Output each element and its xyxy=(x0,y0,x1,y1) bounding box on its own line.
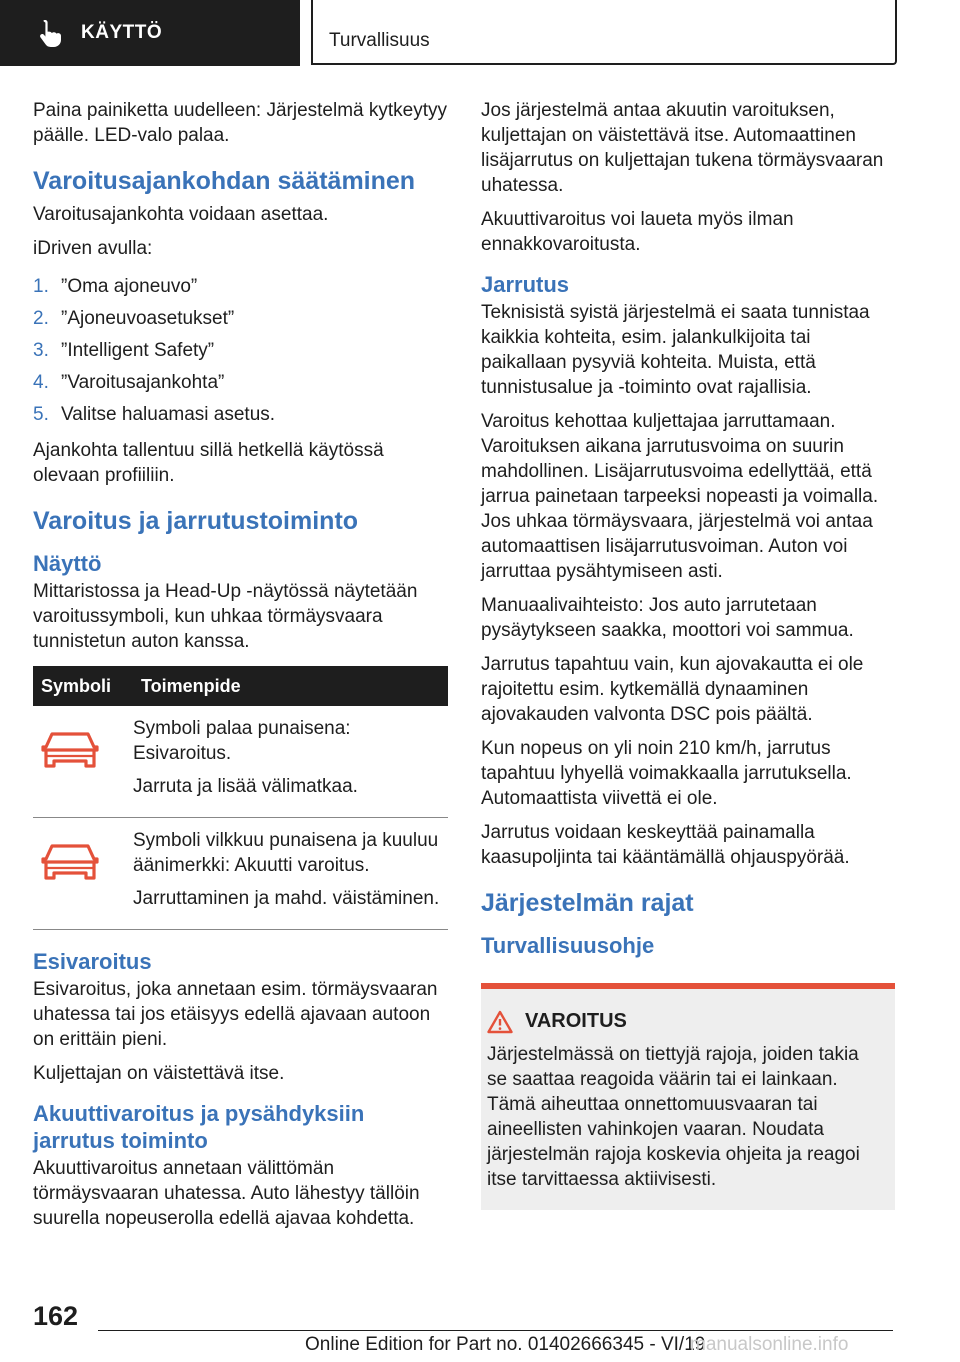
step-text: ”Oma ajoneuvo” xyxy=(61,275,198,297)
right-paragraph-2: Akuuttivaroitus voi laueta myös ilman ennakkovaroitusta. xyxy=(481,209,794,255)
braking-paragraph-1: Teknisistä syistä järjestelmä ei saata tunnistaa kaikkia kohteita, esim. jalankulkijoita tai paikallaan pysyviä kohteita. Muista, että tunnistusalue ja -toiminto ovat rajallisia. xyxy=(481,302,870,398)
warning-box xyxy=(481,983,895,1210)
action-cell xyxy=(133,818,448,930)
list-item xyxy=(33,398,448,430)
heading-warning-braking: Varoitus ja jarrutustoiminto xyxy=(33,507,359,535)
symbol-table xyxy=(33,666,448,930)
braking-paragraph-4: Jarrutus tapahtuu vain, kun ajovakautta ei ole rajoitettu esim. kytkemällä dynaaminen ajovakauden valvonta DSC pois päältä. xyxy=(481,654,864,725)
step-number: 2. xyxy=(33,307,49,329)
step-number: 4. xyxy=(33,371,49,393)
prewarning-paragraph-2: Kuljettajan on väistettävä itse. xyxy=(33,1063,285,1084)
footer-divider xyxy=(98,1330,893,1331)
heading-safety-note: Turvallisuusohje xyxy=(481,933,655,958)
prewarning-paragraph-1: Esivaroitus, joka annetaan esim. törmäysvaaran uhatessa tai jos etäisyys edellä ajavaan autoon on erittäin pieni. xyxy=(33,979,438,1050)
adjust-paragraph-2: iDriven avulla: xyxy=(33,238,153,259)
car-front-icon xyxy=(41,842,99,882)
braking-paragraph-3: Manuaalivaihteisto: Jos auto jarrutetaan pysäytykseen saakka, moottori voi sammua. xyxy=(481,595,854,641)
right-paragraph-1: Jos järjestelmä antaa akuutin varoituksen, kuljettajan on väistettävä itse. Automaattinen lisäjarrutus on kuljettajan tukena törmäysvaaran uhatessa. xyxy=(481,100,884,196)
step-number: 5. xyxy=(33,403,49,425)
column-header-action: Toimenpide xyxy=(133,666,448,706)
action-cell xyxy=(133,706,448,818)
step-text: ”Varoitusajankohta” xyxy=(61,371,225,393)
braking-paragraph-5: Kun nopeus on yli noin 210 km/h, jarrutus tapahtuu lyhyellä voimakkaalla jarrutuksella. Automaattista viivettä ei ole. xyxy=(481,738,852,809)
symbol-cell xyxy=(33,818,133,930)
page-number: 162 xyxy=(33,1301,79,1331)
step-number: 3. xyxy=(33,339,49,361)
heading-adjust-warning-time: Varoitusajankohdan säätäminen xyxy=(33,167,416,195)
step-text: Valitse haluamasi asetus. xyxy=(61,403,276,425)
heading-acute-warning: Akuuttivaroitus ja pysähdyksiin jarrutus toiminto xyxy=(33,1101,365,1153)
warning-triangle-icon xyxy=(487,1010,513,1034)
action-line-1: Symboli palaa punaisena: Esivaroitus. xyxy=(133,718,351,764)
list-item xyxy=(33,334,448,366)
braking-paragraph-2: Varoitus kehottaa kuljettajaa jarruttamaan. Varoituksen aikana jarrutusvoima on suurin mahdollinen. Lisäjarrutusvoima edellyttää, että jarrua painetaan tarpeeksi nopeasti ja voimalla. Jos uhkaa törmäysvaara, järjestelmä voi antaa automaattisen lisäjarrutusvoiman. Auton voi jarruttaa pysähtymiseen asti. xyxy=(481,411,879,582)
list-item xyxy=(33,302,448,334)
left-column xyxy=(33,98,448,1240)
list-item xyxy=(33,270,448,302)
pointing-hand-icon xyxy=(37,18,67,48)
warning-title xyxy=(487,1009,883,1034)
table-row xyxy=(33,706,448,818)
chapter-tab xyxy=(311,0,897,65)
warning-title-text: VAROITUS xyxy=(525,1010,627,1032)
step-text: ”Ajoneuvoasetukset” xyxy=(61,307,235,329)
braking-paragraph-6: Jarrutus voidaan keskeyttää painamalla kaasupoljinta tai kääntämällä ohjauspyörää. xyxy=(481,822,850,868)
display-paragraph: Mittaristossa ja Head-Up -näytössä näytetään varoitussymboli, kun uhkaa törmäysvaara tunnistetun auton kanssa. xyxy=(33,581,418,652)
adjust-paragraph-1: Varoitusajankohta voidaan asettaa. xyxy=(33,204,329,225)
right-column xyxy=(481,98,896,1210)
adjust-paragraph-3: Ajankohta tallentuu sillä hetkellä käytössä olevaan profiiliin. xyxy=(33,440,384,486)
chapter-title: Turvallisuus xyxy=(329,30,430,51)
heading-display: Näyttö xyxy=(33,551,102,576)
action-line-2: Jarruta ja lisää välimatkaa. xyxy=(133,776,358,797)
heading-system-limits: Järjestelmän rajat xyxy=(481,889,694,917)
warning-text: Järjestelmässä on tiettyjä rajoja, joiden takia se saattaa reagoida väärin tai ei lainkaan. Tämä aiheuttaa onnettomuusvaaran tai aineellisten vahinkojen vaaran. Noudata järjestelmän rajoja koskevia ohjeita ja reagoi itse tarvittaessa aktiivisesti. xyxy=(487,1044,860,1190)
action-line-2: Jarruttaminen ja mahd. väistäminen. xyxy=(133,888,440,909)
action-line-1: Symboli vilkkuu punaisena ja kuuluu äänimerkki: Akuutti varoitus. xyxy=(133,830,439,876)
table-header-row xyxy=(33,666,448,706)
list-item xyxy=(33,366,448,398)
car-front-icon xyxy=(41,730,99,770)
column-header-symbol: Symboli xyxy=(33,666,133,706)
edition-note: Online Edition for Part no. 01402666345 - VI/19 xyxy=(305,1334,706,1355)
symbol-cell xyxy=(33,706,133,818)
step-text: ”Intelligent Safety” xyxy=(61,339,215,361)
watermark: manualsonline.info xyxy=(690,1334,849,1355)
step-number: 1. xyxy=(33,275,49,297)
section-title: KÄYTTÖ xyxy=(81,22,163,43)
acute-warning-paragraph: Akuuttivaroitus annetaan välittömän törmäysvaaran uhatessa. Auto lähestyy tällöin suurella nopeuserolla edellä ajavaa kohdetta. xyxy=(33,1158,420,1229)
heading-prewarning: Esivaroitus xyxy=(33,949,152,974)
idrive-steps-list xyxy=(33,270,448,430)
intro-paragraph: Paina painiketta uudelleen: Järjestelmä kytkeytyy päälle. LED-valo palaa. xyxy=(33,100,448,146)
table-row xyxy=(33,818,448,930)
section-tab xyxy=(0,0,300,66)
heading-braking: Jarrutus xyxy=(481,272,570,297)
page-header xyxy=(0,0,960,66)
